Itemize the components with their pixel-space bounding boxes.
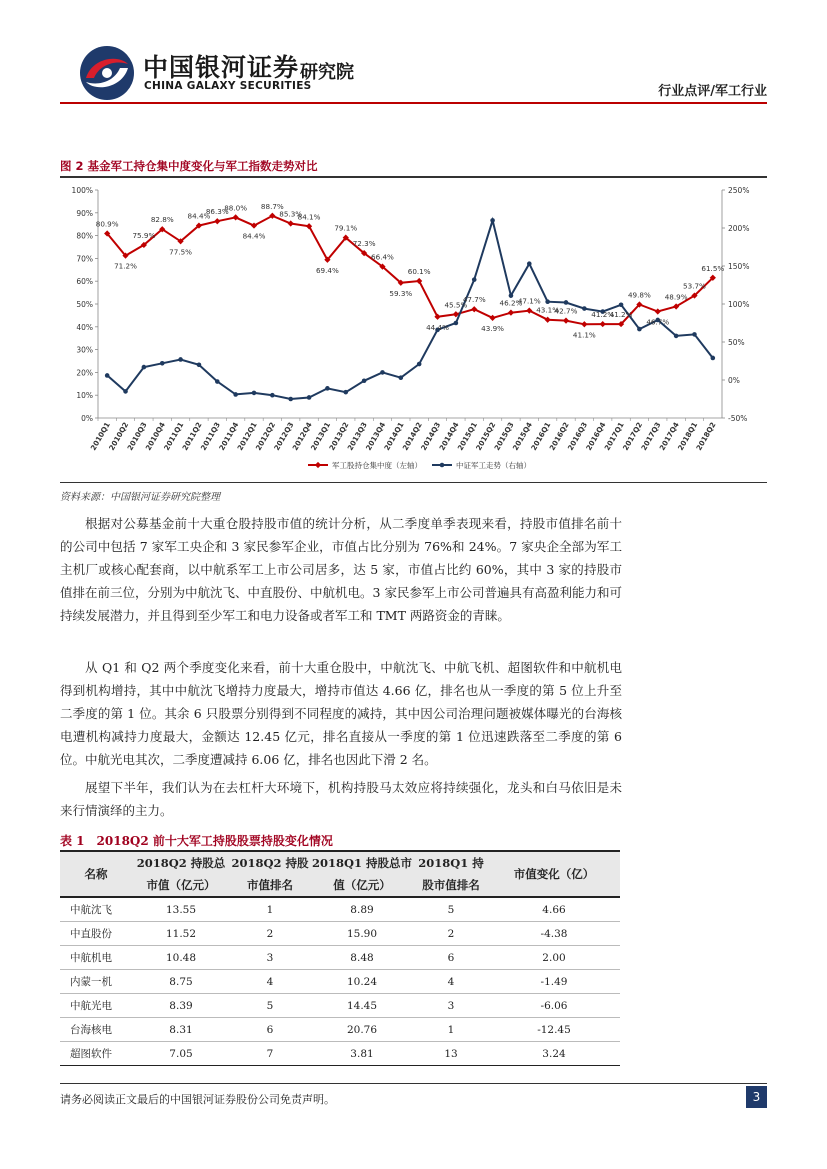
x-tick-label: 2016Q3 [565, 420, 590, 452]
table-row [60, 922, 620, 946]
x-tick-label: 2012Q1 [235, 420, 259, 452]
x-tick-label: 2014Q2 [400, 420, 424, 452]
table-cell: 2 [414, 922, 488, 946]
data-label: 48.9% [664, 292, 688, 302]
x-tick-label: 2011Q4 [217, 420, 241, 452]
data-label: 88.0% [224, 203, 248, 213]
data-label: 46.7% [646, 317, 670, 327]
table-cell: 5 [230, 994, 310, 1018]
institute-name: 研究院 [300, 62, 354, 83]
y-left-tick-label: 70% [76, 254, 93, 264]
data-label: 75.9% [132, 230, 156, 240]
x-tick-label: 2010Q4 [143, 420, 167, 452]
x-tick-label: 2015Q1 [455, 420, 479, 452]
table-cell: 3.24 [488, 1042, 620, 1066]
table-row [60, 970, 620, 994]
y-left-tick-label: 0% [81, 414, 93, 423]
data-point [233, 214, 239, 220]
report-type: 行业点评/军工行业 [658, 84, 767, 99]
table-cell: 7 [230, 1042, 310, 1066]
x-tick-label: 2011Q3 [198, 420, 223, 452]
data-label: 44.4% [426, 322, 449, 332]
page-number: 3 [746, 1086, 767, 1108]
data-label: 43.1% [536, 305, 560, 315]
table-cell: -6.06 [488, 994, 620, 1018]
data-point [508, 310, 514, 316]
y-left-tick-label: 60% [76, 277, 93, 287]
table-cell: 13.55 [132, 897, 230, 922]
data-point [581, 321, 587, 327]
paragraph-3: 展望下半年，我们认为在去杠杆大环境下，机构持股马太效应将持续强化，龙头和白马依旧是未来行情演绎的主力。 [60, 780, 622, 818]
data-point [563, 318, 569, 324]
x-tick-label: 2010Q2 [106, 420, 131, 452]
table-row [60, 1018, 620, 1042]
table-row [60, 946, 620, 970]
data-point [711, 356, 716, 361]
x-tick-label: 2016Q4 [584, 420, 608, 452]
data-label: 69.4% [315, 265, 339, 275]
figure-source: 资料来源：中国银河证券研究院整理 [60, 492, 220, 503]
data-point [197, 363, 202, 368]
data-point [471, 306, 477, 312]
x-tick-label: 2015Q4 [510, 420, 535, 452]
data-point [142, 365, 147, 370]
legend-marker [315, 462, 321, 468]
data-label: 47.1% [517, 296, 541, 306]
y-left-tick-label: 10% [76, 391, 93, 401]
table-cell: 6 [414, 946, 488, 970]
table-cell: 7.05 [132, 1042, 230, 1066]
data-point [362, 378, 367, 383]
table-cell: 8.39 [132, 994, 230, 1018]
data-label: 82.8% [150, 215, 174, 225]
paragraph-1: 根据对公募基金前十大重仓股持股市值的统计分析，从二季度单季表现来看，持股市值排名前十的公司中包括 7 家军工央企和 3 家民参军企业，市值占比分别为 76%和 24%。7 家央企全部为军工主机厂或核心配套商，以中航系军工上市公司居多，达 5 家，市值占比约 60%，其中 3 家的持股市值排在前三位，分别为中航沈飞、中直股份、中航机电。3 家民参军上市公司普遍具有高盈利能力和可持续发展潜力，并且得到至少军工和电力设备或者军工和 TMT 两路资金的青睐。 [60, 516, 622, 623]
x-tick-label: 2013Q4 [363, 420, 388, 452]
brand-name-en: CHINA GALAXY SECURITIES [144, 80, 312, 92]
table-cell: 1 [230, 897, 310, 922]
table-header: 名称 [60, 851, 132, 897]
table-cell: 4 [230, 970, 310, 994]
x-tick-label: 2010Q1 [88, 420, 112, 452]
x-tick-label: 2015Q2 [473, 420, 498, 452]
paragraph-2: 从 Q1 和 Q2 两个季度变化来看，前十大重仓股中，中航沈飞、中航飞机、超图软件和中航机电得到机构增持，其中中航沈飞增持力度最大，增持市值达 4.66 亿，排名也从一季度的第 5 位上升至二季度的第 1 位。其余 6 只股票分别得到不同程度的减持，其中因公司治理问题被媒体曝光的台海核电遭机构减持力度最大，金额达 12.45 亿元，排名直接从一季度的第 1 位迅速跌落至二季度的第 6 位。中航光电其次，二季度遭减持 6.06 亿，排名也因此下滑 2 名。 [60, 660, 622, 767]
data-point [399, 375, 404, 380]
data-point [380, 370, 385, 375]
data-label: 84.4% [242, 231, 266, 241]
data-label: 86.3% [205, 207, 229, 217]
x-tick-label: 2014Q4 [437, 420, 461, 452]
data-point [270, 393, 275, 398]
data-point [490, 218, 495, 223]
data-point [600, 321, 606, 327]
table-cell: -4.38 [488, 922, 620, 946]
galaxy-logo-icon [78, 44, 136, 102]
data-label: 53.7% [683, 281, 706, 291]
table-cell: 20.76 [310, 1018, 414, 1042]
holding-concentration-chart [60, 178, 767, 480]
holdings-table [60, 850, 620, 1066]
x-tick-label: 2016Q2 [547, 420, 571, 452]
data-point [325, 386, 330, 391]
table-cell: 6 [230, 1018, 310, 1042]
x-tick-label: 2017Q2 [620, 420, 645, 452]
data-point [215, 379, 220, 384]
data-label: 46.2% [499, 298, 523, 308]
disclaimer: 请务必阅读正文最后的中国银河证券股份公司免责声明。 [60, 1093, 335, 1106]
data-label: 72.3% [352, 239, 376, 249]
x-tick-label: 2018Q2 [694, 420, 718, 452]
table-cell: 14.45 [310, 994, 414, 1018]
x-tick-label: 2017Q1 [602, 420, 626, 452]
data-label: 49.8% [627, 290, 651, 300]
table-cell: 13 [414, 1042, 488, 1066]
data-point [160, 361, 165, 366]
data-label: 41.2% [609, 310, 633, 320]
data-point [178, 357, 183, 362]
data-label: 43.9% [481, 323, 505, 333]
data-point [489, 315, 495, 321]
x-tick-label: 2012Q4 [290, 420, 314, 452]
table-row [60, 897, 620, 922]
table-cell: 4.66 [488, 897, 620, 922]
y-left-tick-label: 40% [76, 322, 93, 332]
table-cell: 10.48 [132, 946, 230, 970]
data-label: 80.9% [95, 219, 119, 229]
data-point [619, 302, 624, 307]
figure-bottom-divider [60, 482, 767, 483]
data-point [454, 321, 459, 326]
data-label: 41.1% [572, 330, 596, 340]
data-label: 61.5% [701, 263, 725, 273]
data-label: 42.7% [554, 306, 578, 316]
y-left-tick-label: 100% [71, 186, 93, 195]
data-label: 79.1% [334, 223, 358, 233]
data-point [105, 373, 110, 378]
table-header: 市值变化（亿） [488, 851, 620, 897]
data-label: 47.7% [462, 295, 486, 305]
table-cell: 3 [414, 994, 488, 1018]
figure-title: 图 2 基金军工持仓集中度变化与军工指数走势对比 [60, 159, 318, 173]
table-cell: 2.00 [488, 946, 620, 970]
y-right-tick-label: 100% [728, 300, 750, 309]
table-cell: -12.45 [488, 1018, 620, 1042]
data-point [637, 327, 642, 332]
table-header: 2018Q2 持股市值排名 [230, 851, 310, 897]
table-cell: 8.48 [310, 946, 414, 970]
data-point [307, 395, 312, 400]
y-right-tick-label: 50% [728, 338, 745, 347]
data-point [655, 308, 661, 314]
page-header [0, 0, 827, 110]
table-header-row [60, 851, 620, 897]
legend-label: 军工股持仓集中度（左轴） [332, 461, 422, 470]
data-label: 60.1% [407, 266, 431, 276]
data-label: 85.3% [279, 209, 303, 219]
table-cell: 中航沈飞 [60, 897, 132, 922]
data-point [288, 220, 294, 226]
data-point [417, 362, 422, 367]
y-left-tick-label: 20% [76, 368, 93, 378]
table-cell: 内蒙一机 [60, 970, 132, 994]
table-cell: 15.90 [310, 922, 414, 946]
data-point [692, 332, 697, 337]
table-cell: 超图软件 [60, 1042, 132, 1066]
y-right-tick-label: 250% [728, 186, 750, 195]
table-cell: 台海核电 [60, 1018, 132, 1042]
data-point [582, 306, 587, 311]
x-tick-label: 2013Q2 [327, 420, 351, 452]
data-label: 59.3% [389, 288, 413, 298]
data-point [252, 391, 257, 396]
data-label: 88.7% [260, 201, 284, 211]
data-label: 77.5% [169, 247, 193, 257]
x-tick-label: 2016Q1 [529, 420, 553, 452]
data-label: 66.4% [371, 252, 394, 262]
table-cell: 8.31 [132, 1018, 230, 1042]
data-label: 84.4% [187, 211, 211, 221]
table-cell: 3.81 [310, 1042, 414, 1066]
data-point [343, 390, 348, 395]
table-row [60, 994, 620, 1018]
x-tick-label: 2013Q3 [345, 420, 369, 452]
table-cell: -1.49 [488, 970, 620, 994]
x-tick-label: 2014Q1 [382, 420, 406, 452]
table-title: 表 1 2018Q2 前十大军工持股股票持股变化情况 [60, 834, 333, 848]
table-cell: 10.24 [310, 970, 414, 994]
x-tick-label: 2013Q1 [308, 420, 333, 452]
x-tick-label: 2012Q3 [272, 420, 296, 452]
legend-marker [440, 463, 445, 468]
x-tick-label: 2012Q2 [253, 420, 278, 452]
data-point [214, 218, 220, 224]
y-left-tick-label: 90% [76, 208, 93, 218]
x-tick-label: 2011Q1 [161, 420, 186, 452]
header-divider [60, 102, 767, 104]
legend-label: 中证军工走势（右轴） [456, 461, 531, 470]
table-body [60, 897, 620, 1066]
table-header: 2018Q2 持股总市值（亿元） [132, 851, 230, 897]
data-point [674, 334, 679, 339]
x-tick-label: 2018Q1 [675, 420, 700, 452]
data-point [509, 293, 514, 298]
y-right-tick-label: 150% [728, 262, 750, 271]
data-point [288, 397, 293, 402]
table-cell: 3 [230, 946, 310, 970]
table-cell: 1 [414, 1018, 488, 1042]
data-label: 84.1% [297, 212, 321, 222]
table-row [60, 1042, 620, 1066]
y-right-tick-label: 200% [728, 224, 750, 233]
table-header: 2018Q1 持股市值排名 [414, 851, 488, 897]
table-header: 2018Q1 持股总市值（亿元） [310, 851, 414, 897]
table-cell: 5 [414, 897, 488, 922]
table-cell: 4 [414, 970, 488, 994]
table-cell: 8.75 [132, 970, 230, 994]
data-point [527, 261, 532, 266]
y-right-tick-label: -50% [728, 414, 748, 423]
y-left-tick-label: 50% [76, 300, 93, 309]
table-cell: 2 [230, 922, 310, 946]
data-point [545, 299, 550, 304]
data-label: 41.2% [591, 310, 615, 320]
table-cell: 中航机电 [60, 946, 132, 970]
y-left-tick-label: 30% [76, 345, 93, 355]
x-tick-label: 2017Q3 [639, 420, 663, 452]
table-cell: 中直股份 [60, 922, 132, 946]
x-tick-label: 2011Q2 [180, 420, 204, 452]
data-point [233, 392, 238, 397]
x-tick-label: 2014Q3 [418, 420, 443, 452]
x-tick-label: 2017Q4 [657, 420, 681, 452]
data-label: 45.5% [444, 300, 468, 310]
y-left-tick-label: 80% [76, 231, 93, 241]
table-cell: 8.89 [310, 897, 414, 922]
footer-divider [60, 1083, 767, 1084]
table-cell: 中航光电 [60, 994, 132, 1018]
x-tick-label: 2010Q3 [125, 420, 149, 452]
data-point [564, 300, 569, 305]
x-tick-label: 2015Q3 [492, 420, 516, 452]
brand-name-cn: 中国银河证券 [143, 53, 300, 82]
data-point [472, 277, 477, 282]
data-point [123, 389, 128, 394]
table-cell: 11.52 [132, 922, 230, 946]
y-right-tick-label: 0% [728, 376, 740, 385]
data-label: 71.2% [114, 261, 137, 271]
